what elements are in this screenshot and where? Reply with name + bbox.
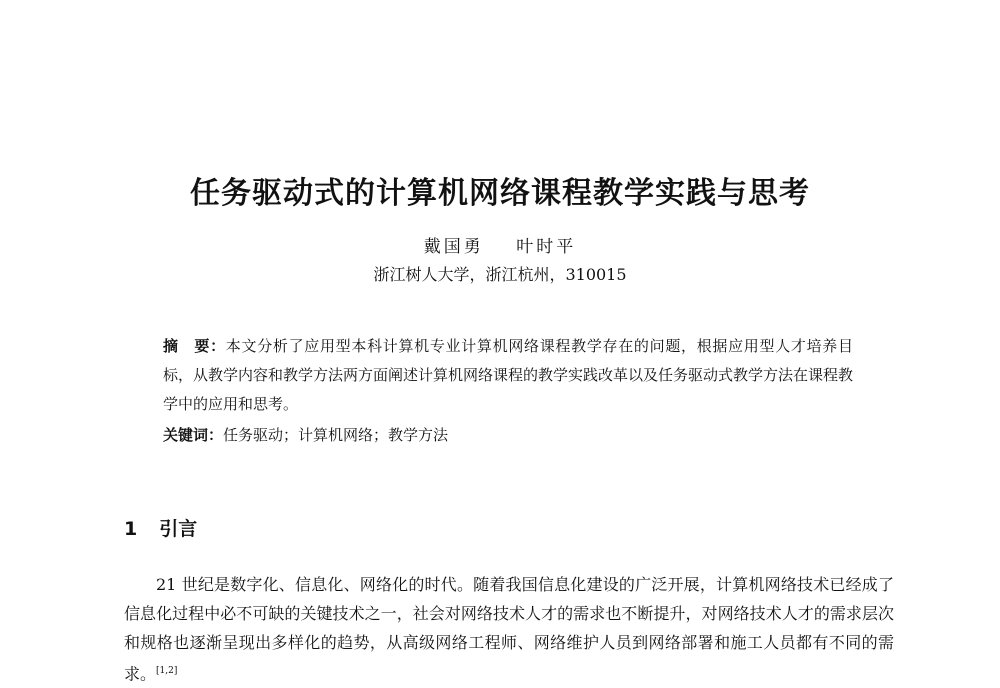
paragraph-text: 21 世纪是数字化、信息化、网络化的时代。随着我国信息化建设的广泛开展，计算机网络技术已经成了信息化过程中必不可缺的关键技术之一，社会对网络技术人才的需求也不断提升，对网络技术人才的需求层次和规格也逐渐呈现出多样化的趋势，从高级网络工程师、网络维护人员到网络部署和施工人员都有不同的需求。 xyxy=(124,575,894,684)
abstract xyxy=(163,332,853,419)
body-text xyxy=(124,570,894,688)
section-heading xyxy=(124,514,197,541)
section-title: 引言 xyxy=(159,518,198,540)
citation-marker: [1,2] xyxy=(156,666,178,676)
body-paragraph xyxy=(124,570,894,688)
section-number: 1 xyxy=(124,518,138,540)
abstract-label: 摘 要： xyxy=(163,337,226,355)
keywords xyxy=(163,424,448,445)
author-name: 戴国勇 xyxy=(423,237,484,257)
keywords-text: 任务驱动；计算机网络；教学方法 xyxy=(223,426,449,444)
paper-title: 任务驱动式的计算机网络课程教学实践与思考 xyxy=(190,176,810,211)
author-affiliation: 浙江树人大学，浙江杭州，310015 xyxy=(373,265,627,284)
author-list xyxy=(0,232,1000,257)
keywords-label: 关键词： xyxy=(163,426,224,444)
abstract-text: 本文分析了应用型本科计算机专业计算机网络课程教学存在的问题，根据应用型人才培养目标，从教学内容和教学方法两方面阐述计算机网络课程的教学实践改革以及任务驱动式教学方法在课程教学中的应用和思考。 xyxy=(163,337,854,413)
author-name: 叶时平 xyxy=(516,237,577,257)
